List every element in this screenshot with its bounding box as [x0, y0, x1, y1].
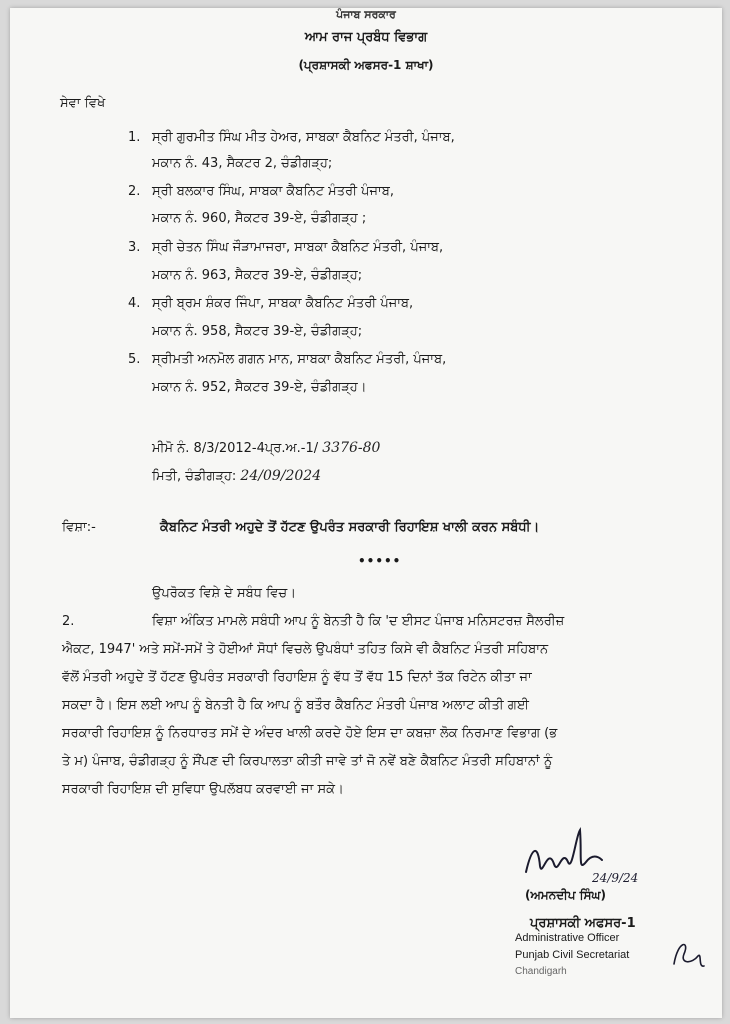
paragraph-line-6: ਤੇ ਮ) ਪੰਜਾਬ, ਚੰਡੀਗੜ੍ਹ ਨੂੰ ਸੌਂਪਣ ਦੀ ਕਿਰਪਾਲਤਾ ਕੀਤੀ ਜਾਵੇ ਤਾਂ ਜੋ ਨਵੇਂ ਬਣੇ ਕੈਬਨਿਟ ਮੰਤਰੀ ਸਹਿਬਾਨਾਂ ਨੂੰ — [62, 754, 553, 769]
subject-label: ਵਿਸ਼ਾ:- — [62, 520, 96, 535]
memo-date-label: ਮਿਤੀ, ਚੰਡੀਗੜ੍ਹ: — [152, 469, 237, 484]
recipient-5-address: ਮਕਾਨ ਨੰ. 952, ਸੈਕਟਰ 39-ਏ, ਚੰਡੀਗੜ੍ਹ। — [152, 380, 367, 395]
reference-line: ਉਪਰੋਕਤ ਵਿਸ਼ੇ ਦੇ ਸਬੰਧ ਵਿਚ। — [152, 586, 296, 601]
recipient-3-address: ਮਕਾਨ ਨੰ. 963, ਸੈਕਟਰ 39-ਏ, ਚੰਡੀਗੜ੍ਹ; — [152, 268, 363, 283]
header-department: ਆਮ ਰਾਜ ਪ੍ਰਬੰਧ ਵਿਭਾਗ — [304, 30, 428, 45]
recipient-1-number: 1. — [128, 130, 141, 145]
recipient-2-number: 2. — [128, 184, 141, 199]
signature-scribble — [518, 826, 639, 886]
subject-text: ਕੈਬਨਿਟ ਮੰਤਰੀ ਅਹੁਦੇ ਤੋਂ ਹੱਟਣ ਉਪਰੰਤ ਸਰਕਾਰੀ ਰਿਹਾਇਸ਼ ਖਾਲੀ ਕਰਨ ਸਬੰਧੀ। — [160, 520, 540, 535]
recipient-2-address: ਮਕਾਨ ਨੰ. 960, ਸੈਕਟਰ 39-ਏ, ਚੰਡੀਗੜ੍ਹ ; — [152, 211, 367, 226]
initial-scribble — [668, 934, 708, 974]
salutation: ਸੇਵਾ ਵਿਖੇ — [60, 96, 106, 111]
paragraph-number: 2. — [62, 614, 75, 629]
recipient-5-name: ਸ੍ਰੀਮਤੀ ਅਨਮੋਲ ਗਗਨ ਮਾਨ, ਸਾਬਕਾ ਕੈਬਨਿਟ ਮੰਤਰੀ, ਪੰਜਾਬ, — [152, 352, 447, 367]
signatory-city-english: Chandigarh — [515, 966, 567, 977]
paragraph-line-3: ਵੱਲੋਂ ਮੰਤਰੀ ਅਹੁਦੇ ਤੋਂ ਹੱਟਣ ਉਪਰੰਤ ਸਰਕਾਰੀ ਰਿਹਾਇਸ਼ ਨੂੰ ਵੱਧ ਤੋਂ ਵੱਧ 15 ਦਿਨਾਂ ਤੱਕ ਰਿਟੇਨ ਕੀਤਾ ਜਾ — [62, 670, 532, 685]
memo-number — [152, 440, 380, 456]
separator-dots: ••••• — [358, 554, 402, 568]
memo-label: ਮੀਮੋ ਨੰ. 8/3/2012-4ਪ੍ਰ.ਅ.-1/ — [152, 441, 319, 456]
recipient-2-name: ਸ੍ਰੀ ਬਲਕਾਰ ਸਿੰਘ, ਸਾਬਕਾ ਕੈਬਨਿਟ ਮੰਤਰੀ ਪੰਜਾਬ, — [152, 184, 394, 199]
paragraph-line-2: ਐਕਟ, 1947' ਅਤੇ ਸਮੇਂ-ਸਮੇਂ ਤੇ ਹੋਈਆਂ ਸੋਧਾਂ ਵਿਚਲੇ ਉਪਬੰਧਾਂ ਤਹਿਤ ਕਿਸੇ ਵੀ ਕੈਬਨਿਟ ਮੰਤਰੀ ਸਹਿਬਾਨ — [62, 642, 549, 657]
paragraph-line-1: ਵਿਸ਼ਾ ਅੰਕਿਤ ਮਾਮਲੇ ਸਬੰਧੀ ਆਪ ਨੂੰ ਬੇਨਤੀ ਹੈ ਕਿ 'ਦ ਈਸਟ ਪੰਜਾਬ ਮਨਿਸਟਰਜ਼ ਸੈਲਰੀਜ਼ — [152, 614, 565, 629]
signature-date: 24/9/24 — [592, 871, 639, 885]
signatory-title-english: Administrative Officer — [515, 932, 620, 944]
signatory-name: (ਅਮਨਦੀਪ ਸਿੰਘ) — [525, 888, 606, 902]
recipient-4-address: ਮਕਾਨ ਨੰ. 958, ਸੈਕਟਰ 39-ਏ, ਚੰਡੀਗੜ੍ਹ; — [152, 324, 363, 339]
signatory-title: ਪ੍ਰਸ਼ਾਸਕੀ ਅਫਸਰ-1 — [530, 916, 636, 931]
recipient-3-number: 3. — [128, 240, 141, 255]
recipient-1-address: ਮਕਾਨ ਨੰ. 43, ਸੈਕਟਰ 2, ਚੰਡੀਗੜ੍ਹ; — [152, 156, 333, 171]
memo-handwritten-number: 3376-80 — [322, 440, 381, 456]
paragraph-line-7: ਸਰਕਾਰੀ ਰਿਹਾਇਸ਼ ਦੀ ਸੁਵਿਧਾ ਉਪਲੱਬਧ ਕਰਵਾਈ ਜਾ ਸਕੇ। — [62, 782, 344, 797]
memo-handwritten-date: 24/09/2024 — [240, 468, 322, 484]
memo-date — [152, 468, 321, 484]
signatory-office-english: Punjab Civil Secretariat — [515, 949, 630, 961]
header-government: ਪੰਜਾਬ ਸਰਕਾਰ — [336, 8, 396, 21]
recipient-4-name: ਸ੍ਰੀ ਬ੍ਰਮ ਸ਼ੰਕਰ ਜਿੰਪਾ, ਸਾਬਕਾ ਕੈਬਨਿਟ ਮੰਤਰੀ ਪੰਜਾਬ, — [152, 296, 414, 311]
recipient-5-number: 5. — [128, 352, 141, 367]
recipient-1-name: ਸ੍ਰੀ ਗੁਰਮੀਤ ਸਿੰਘ ਮੀਤ ਹੇਅਰ, ਸਾਬਕਾ ਕੈਬਨਿਟ ਮੰਤਰੀ, ਪੰਜਾਬ, — [152, 130, 455, 145]
recipient-4-number: 4. — [128, 296, 141, 311]
recipient-3-name: ਸ੍ਰੀ ਚੇਤਨ ਸਿੰਘ ਜੌੜਾਮਾਜਰਾ, ਸਾਬਕਾ ਕੈਬਨਿਟ ਮੰਤਰੀ, ਪੰਜਾਬ, — [152, 240, 444, 255]
header-branch: (ਪ੍ਰਸ਼ਾਸਕੀ ਅਫਸਰ-1 ਸ਼ਾਖਾ) — [298, 58, 434, 72]
paragraph-line-4: ਸਕਦਾ ਹੈ। ਇਸ ਲਈ ਆਪ ਨੂੰ ਬੇਨਤੀ ਹੈ ਕਿ ਆਪ ਨੂੰ ਬਤੌਰ ਕੈਬਨਿਟ ਮੰਤਰੀ ਪੰਜਾਬ ਅਲਾਟ ਕੀਤੀ ਗਈ — [62, 698, 529, 713]
paragraph-line-5: ਸਰਕਾਰੀ ਰਿਹਾਇਸ਼ ਨੂੰ ਨਿਰਧਾਰਤ ਸਮੇਂ ਦੇ ਅੰਦਰ ਖਾਲੀ ਕਰਦੇ ਹੋਏ ਇਸ ਦਾ ਕਬਜ਼ਾ ਲੋਕ ਨਿਰਮਾਣ ਵਿਭਾਗ (ਭ — [62, 726, 558, 741]
document-page — [10, 8, 722, 1018]
